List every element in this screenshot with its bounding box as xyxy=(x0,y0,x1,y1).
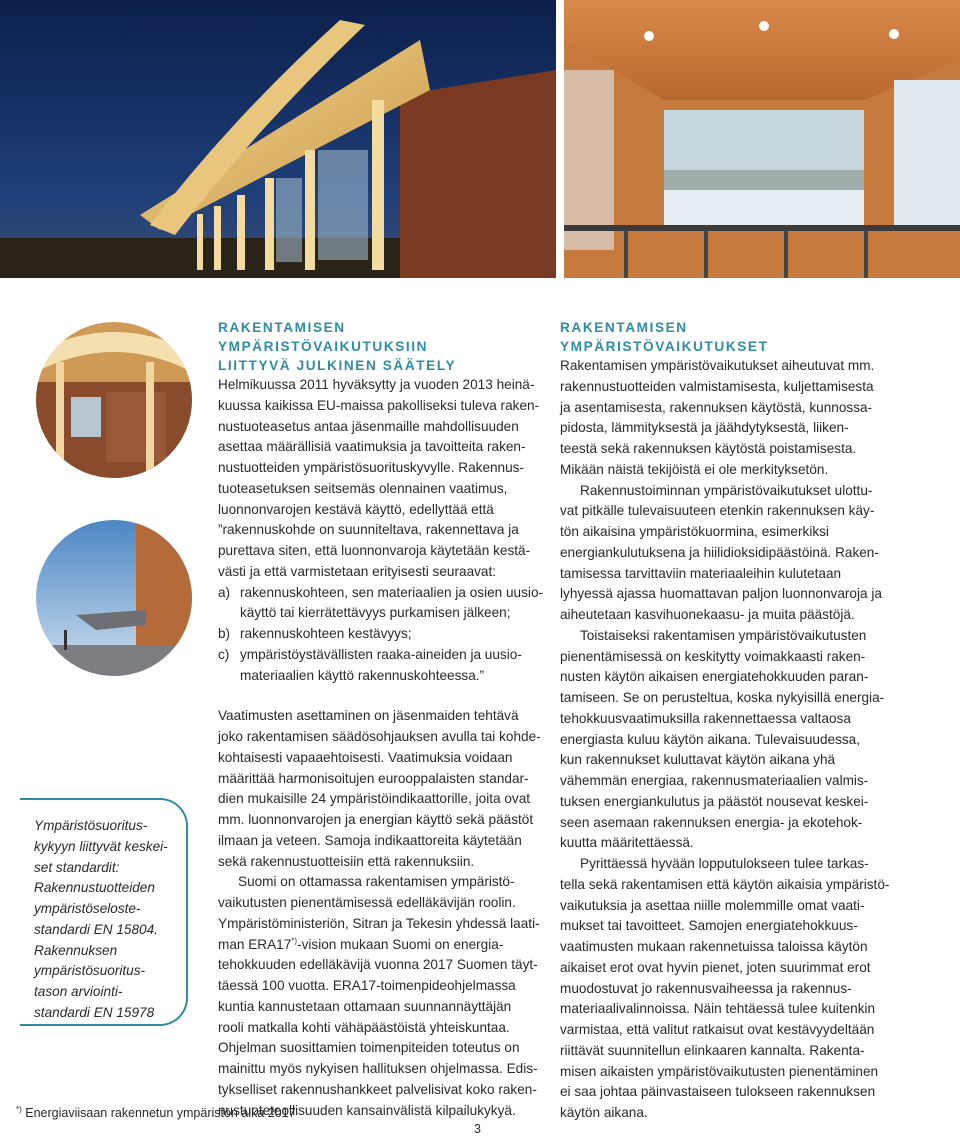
section-heading-regulation-2: LIITTYVÄ JULKINEN SÄÄTELY xyxy=(218,358,457,373)
list-marker: b) xyxy=(218,626,231,641)
footnote-marker: *) xyxy=(16,1104,22,1114)
text-line: ympäristösuoritus- xyxy=(34,963,146,979)
text-line: Rakentamisen ympäristövaikutukset aiheutuvat mm. xyxy=(560,358,875,373)
text-line: rakennuskohteen kestävyys; xyxy=(240,626,412,641)
text-line: tason arviointi- xyxy=(34,984,123,999)
text-line: Ympäristösuoritus- xyxy=(34,818,148,833)
text-line: tuksen energiankulutus ja päästöt nousevat keskei- xyxy=(560,793,869,809)
text-line: ympäristöseloste- xyxy=(34,901,141,916)
text-line: tamiseen. Se on perusteltua, koska nykyisillä energia- xyxy=(560,690,885,705)
text-line: västi ja että varmistetaan erityisesti seuraavat: xyxy=(218,563,497,579)
text-line: Helmikuussa 2011 hyväksytty ja vuoden 2013 heinä- xyxy=(218,377,535,392)
text-line: luonnonvarojen kestävä käyttö, edellyttää että xyxy=(218,501,494,517)
text-line: nusten käytön aikaisen energiatehokkuuden paran- xyxy=(560,669,869,685)
text-line: Ohjelman suosittamien toimenpiteiden toteutus on xyxy=(218,1040,520,1056)
text-line: lyhyessä ajassa huomattavan paljon luonnonvaroja ja xyxy=(560,586,882,602)
text-line: asettaa määrällisiä vaatimuksia ja tavoitteita raken- xyxy=(218,439,526,455)
photo-wooden-interior-winter xyxy=(564,0,960,278)
text-line: mukset tai tavoitteet. Samojen energiatehokkuus- xyxy=(560,918,858,934)
paragraph-impacts-4 xyxy=(560,854,900,1124)
text-line: purettava siten, että luonnonvaroja käytetään kestä- xyxy=(218,543,531,558)
text-line: vaikutusten pienentämisessä edelläkävijän roolin. xyxy=(218,895,516,910)
list-marker: c) xyxy=(218,646,230,662)
text-line: ilmaan ja veteen. Samoja indikaattoreita käytetään xyxy=(218,832,522,848)
paragraph-regulation-3 xyxy=(218,872,548,1121)
paragraph-impacts-2 xyxy=(560,481,900,626)
text-line: vat pitkälle tulevaisuuteen etenkin rakennuksen käy- xyxy=(560,503,875,519)
text-line: vähemmän energiaa, rakennusmateriaalien valmis- xyxy=(560,773,869,788)
text-line: ”rakennuskohde on suunniteltava, rakennettava ja xyxy=(218,522,519,538)
list-item xyxy=(218,624,548,645)
text-line: standardi EN 15804. xyxy=(34,921,158,937)
text-line: rakennuskohteen, sen materiaalien ja osien uusio- xyxy=(240,584,544,600)
text-line: ei saa johtaa päinvastaiseen tulokseen rakennuksen xyxy=(560,1084,876,1100)
text-line: materiaalien käyttö rakennuskohteessa.” xyxy=(240,667,485,683)
text-line: energiankulutuksena ja hiilidioksidipäästöinä. Raken- xyxy=(560,544,879,560)
text-line: energiasta kuluu käytön aikana. Tulevaisuudessa, xyxy=(560,731,861,747)
text-line: standardi EN 15978 xyxy=(34,1004,155,1020)
text-line: aiheutetaan kasvihuonekaasu- ja muita päästöjä. xyxy=(560,607,855,622)
photo-circle-station-roof xyxy=(36,520,192,676)
text-line: tehokkuusvaatimuksilla rakennettaessa valtaosa xyxy=(560,710,851,726)
text-line: täessä 100 vuotta. ERA17-toimenpideohjelmassa xyxy=(218,978,516,993)
text-line: Suomi on ottamassa rakentamisen ympäristö- xyxy=(238,874,515,890)
paragraph-impacts-3 xyxy=(560,626,900,854)
list-item xyxy=(218,645,548,687)
text-line: tella sekä rakentamisen että käytön aikaisia ympäristö- xyxy=(560,876,890,892)
text-line: tehokkuuden edelläkävijä vuonna 2017 Suomen täyt- xyxy=(218,957,538,973)
text-line xyxy=(218,935,548,956)
section-heading-impacts: RAKENTAMISEN YMPÄRISTÖVAIKUTUKSET xyxy=(560,320,769,354)
text-line: tamisessa tarvittaviin materiaaleihin kulutetaan xyxy=(560,565,842,581)
text-line: Rakennuksen xyxy=(34,942,118,958)
text-line: mm. luonnonvarojen ja energian käyttö sekä päästöt xyxy=(218,812,534,827)
text-span: man ERA17 xyxy=(218,936,292,952)
standards-sidebox xyxy=(20,798,188,1026)
text-line: ja asentamisesta, rakennuksen käytöstä, kunnossa- xyxy=(560,399,873,415)
text-line: kun rakennukset kuluttavat käytön aikana yhä xyxy=(560,752,836,768)
text-line: mainittu myös nykyisen hallituksen ohjelmassa. Edis- xyxy=(218,1061,538,1076)
text-line: materiaalivalinnoissa. Näin tehtäessä tulee kuitenkin xyxy=(560,1001,876,1017)
text-line: teestä sekä rakennuksen käytöstä poistamisesta. xyxy=(560,441,857,456)
text-line: Pyrittäessä hyvään lopputulokseen tulee tarkas- xyxy=(580,856,869,871)
text-line: käytön aikana. xyxy=(560,1105,648,1120)
text-line: dien mukaisille 24 ympäristöindikaattorille, joita ovat xyxy=(218,791,531,807)
photo-circle-timber-hall xyxy=(36,322,192,478)
text-line: varmistaa, että valitut ratkaisut ovat kestävyydeltään xyxy=(560,1022,875,1037)
text-line: kuutta määritettäessä. xyxy=(560,835,694,851)
paragraph-regulation-1 xyxy=(218,375,548,583)
text-line: aikaiset erot ovat hyvin pienet, joten suurimmat erot xyxy=(560,959,871,975)
text-line: Mikään näistä tekijöistä ei ole merkityksetön. xyxy=(560,461,829,477)
text-line: muodostuvat jo rakennusvaiheessa ja rakennus- xyxy=(560,980,852,996)
text-line: määrittää harmonisoitujen eurooppalaisten standar- xyxy=(218,770,529,786)
right-column xyxy=(560,318,900,1124)
paragraph-regulation-2 xyxy=(218,706,548,872)
text-line: joko rakentamisen säädösohjauksen avulla tai kohde- xyxy=(218,729,541,744)
text-span: -vision mukaan Suomi on energia- xyxy=(297,936,504,952)
text-line: pidosta, lämmityksestä ja jäähdytyksestä, liiken- xyxy=(560,420,849,436)
section-heading-regulation-1: RAKENTAMISEN YMPÄRISTÖVAIKUTUKSIIN xyxy=(218,320,429,354)
text-line: Toistaiseksi rakentamisen ympäristövaikutusten xyxy=(580,627,867,643)
text-line: tykselliset rakennushankkeet palvelisivat koko raken- xyxy=(218,1081,537,1097)
footnote-ref: *) xyxy=(291,935,298,945)
list-item xyxy=(218,583,548,625)
text-line: tuoteasetuksen seitsemäs olennainen vaatimus, xyxy=(218,480,508,496)
text-line: kykyyn liittyvät keskei- xyxy=(34,838,168,854)
text-line: pienentämisessä on keskitytty voimakkaasti raken- xyxy=(560,648,866,664)
photo-timber-canopy-dusk xyxy=(0,0,556,278)
text-line: kuntia kannustetaan ottamaan suunnannäyttäjän xyxy=(218,998,512,1014)
list-marker: a) xyxy=(218,584,231,600)
text-line: Ympäristöministeriön, Sitran ja Tekesin yhdessä laati- xyxy=(218,915,540,931)
text-line: set standardit: xyxy=(34,859,120,875)
footnote xyxy=(16,1106,296,1120)
page-number: 3 xyxy=(474,1122,481,1136)
text-line: käyttö tai kierrätettävyys purkamisen jälkeen; xyxy=(240,605,511,621)
paragraph-impacts-1 xyxy=(560,356,900,481)
text-line: sekä rakennustuotteisiin että rakennuksiin. xyxy=(218,853,475,869)
text-line: vaikutuksia ja asettaa niille molemmille omat vaati- xyxy=(560,897,865,913)
footnote-text: Energiaviisaan rakennetun ympäristön aika 2017 xyxy=(25,1106,296,1120)
text-line: ympäristöystävällisten raaka-aineiden ja uusio- xyxy=(240,646,522,662)
text-line: rakennustuotteiden valmistamisesta, kuljettamisesta xyxy=(560,378,874,394)
text-line: Vaatimusten asettaminen on jäsenmaiden tehtävä xyxy=(218,708,519,724)
requirements-list xyxy=(218,583,548,687)
left-column xyxy=(218,318,548,1121)
text-line: riittävät suunnitellun elinkaaren kannalta. Rakenta- xyxy=(560,1042,865,1058)
text-line: nustuotteiden ympäristösuorituskyvylle. Rakennus- xyxy=(218,460,525,475)
text-line: seen asemaan rakennuksen energia- ja ekotehok- xyxy=(560,814,863,830)
text-line: nustuoteteollisuuden kansainvälistä kilpailukykyä. xyxy=(218,1102,516,1118)
text-line: nustuoteasetus antaa jäsenmaille mahdollisuuden xyxy=(218,418,519,434)
text-line: vaatimusten mukaan rakennetuissa taloissa käytön xyxy=(560,939,868,954)
text-line: Rakennustoiminnan ympäristövaikutukset ulottu- xyxy=(580,482,873,498)
text-line: kuussa kaikissa EU-maissa pakolliseksi tuleva raken- xyxy=(218,397,540,413)
text-line: misen aikaisten ympäristövaikutusten pienentäminen xyxy=(560,1063,879,1079)
text-line: rooli matkalla kohti vähäpäästöistä yhteiskuntaa. xyxy=(218,1019,510,1035)
text-line: kohtaisesti vapaaehtoisesti. Vaatimuksia voidaan xyxy=(218,749,513,765)
text-line: Rakennustuotteiden xyxy=(34,880,155,896)
text-line: tön aikaisina ympäristökuormina, esimerkiksi xyxy=(560,524,829,539)
